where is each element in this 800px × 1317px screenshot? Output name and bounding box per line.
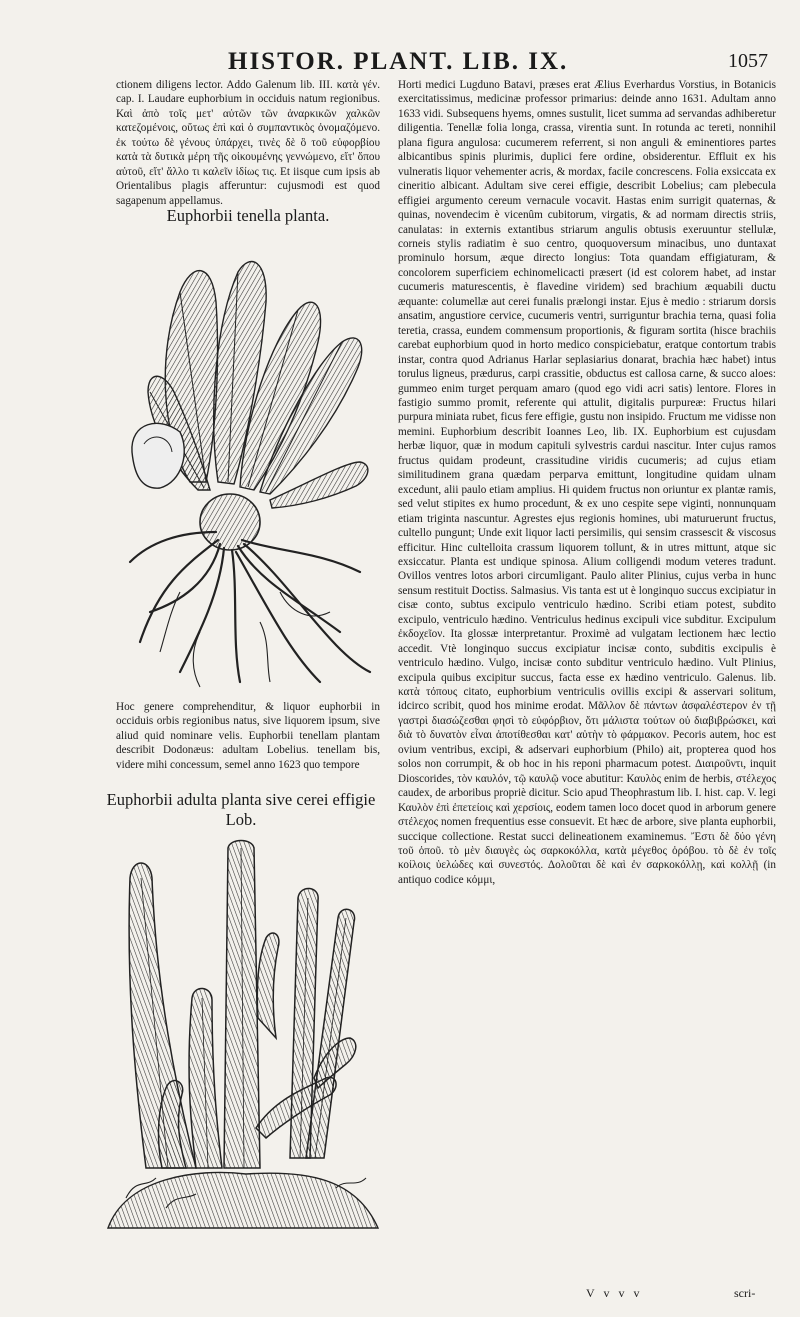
caption-adulta <box>96 790 386 830</box>
page-header <box>0 48 800 76</box>
page-number: 1057 <box>728 50 768 72</box>
right-column <box>398 78 776 1278</box>
right-column-text: Horti medici Lugduno Batavi, præses erat Ælius Everhardus Vorstius, in Botanicis exercitatissimus, medicinæ professor primarius: deinde anno 1631. Adultam anno 1633 vidi. Subsequens hyems, omnes sustulit, licet summa ad servandas adhiberetur diligentia. Tenellæ folia longa, crassa, virentia sunt. In rotunda ac tereti, nonnihil plana figura angulosa: cucumerem referrent, si non anguli & eminentiores partes albicantibus spinis plurimis, duplici fere ordine, obsiderentur. Effluit ex his vulneratis liquor vehementer acris, & mordax, facile concrescens. Folia exsiccata ex cineritio albicant. Adultam sive cerei effigie, describit Lobelius; cam plebecula effigiei argumento cereum vernacule vocavit. Hastas enim surrigit quaternas, & quinas, novendecim è vicenûm cubitorum, virgatis, & ad normam directis striis, canulatas: in externis extantibus striarum angulis obtusis exeruuntur stellulæ, corneis stylis radiatim è suo centro, quoquoversum minacibus, uno duntaxat prominulo horsum, æque directo longius: Tota quandam effigiaturam, & concolorem superficiem echinomelicacti præsert (id est colorem habet, ad instar cucumeris maturescentis, è flavedine viridem) sed brachium æquabili ductu æquante: columellæ aut cerei funalis prælongi instar. Ejus è medio : striarum dorsis ansatim, angustiore cervice, cucumeris ventri, surriguntur brachia terna, quasi folia teretia, crassa, eundem commensum proportionis, & figuram sortita (hisce brachiis carebat euphorbium quod in horto medico conspiciebatur, eratque contortum trabis instar, contra quod Adrianus Harlar seplasiarius donarat, brachia hæc habet) intus torulus ligneus, prædurus, carpi crassitie, obductus est callosa carne, & succo aloes: gummeo enim turget perquam amaro (quod ego vidi acri satis) lentore. Flores in fastigio summo promit, referente qui attulit, digitalis purpureæ: Fructus hilari purpura miniata rubet, ficus fere effigie, gustu non insipido. Fructum me vidisse non memini. Euphorbium describit Ioannes Leo, lib. IX. Euphorbium est cujusdam herbæ liquor, quæ in modum capituli sylvestris cardui nascitur. Inter cujus ramos fructus quidam prodeunt, crassitudine viridis cucumeris; ad cujus etiam similitudinem grana quædam perparva emittunt, longitudine quidam ulnam excedunt, alii paulo etiam amplius. Hi quidem fructus non oriuntur ex plantæ ramis, sed velut stipites ex humo procedunt, & ex uno cespite sepe viginti, nonnunquam etiam triginta nascuntur. Agrestes ejus regionis homines, ubi maturuerunt fructus, cultello pungunt; Unde exit liquor lacti persimilis, qui sensim crassescit & viscosus efficitur. Hinc cultelloita crassum liquorem tollunt, & in utres mittunt, atque sic exsiccatur. Planta est undique spinosa. Alium colligendi modum veteres tradunt. Ovillos ventres lotos arbori circumligant. Paulo aliter Plinius, cujus verba in hunc sensum restituit Doctiss. Salmasius. Vis tanta est ut è longinquo succus excipiatur in cisæ conto, subtus excipulo ventriculo hædino. Scribi etiam potest, subdito excipulo, ventriculo hædino. Ventriculus hedinus excipuli vice subditur. Excipulum ἐκδοχεῖον. Ita glossæ interpretantur. Proximè ad vulgatam lectionem hæc lectio accedit. Vtè longinquo succus excipiatur incisæ conto, subditis excipulis è ventriculo hædino. Vulgo, incisæ conto subditur ventriculo hædino. Vult Plinius, excipula quibus excipitur succus, facta esse ex hædino ventriculo. Galenus. lib. κατὰ τόπους citato, euphorbium ventriculis ovillis excipi & asservari solitum, idcirco scribit, quod hos minime erodat. Μᾶλλον δὲ πάντων ἀσφαλέστερον ἐν τῇ γαστρὶ διασώζεσθαι φησὶ τὸ εὐφόρβιον, ὅτι μάλιστα τούτων οὐ διαβιβρώσκει, καὶ διὰ τὸ δυνατὸν εἶναι ἀποτίθεσθαι κατ' αὐτὴν τὸ φάρμακον. Pecoris autem, hoc est ovium ventribus, excipi, & adservari euphorbium (Philo) ait, propterea quod hos solos non corrumpit, & ob hoc in his reponi pharmacum potest. Διαιροῦντι, inquit Dioscorides, τὸν καυλόν, τῷ καυλῷ voce abutitur: Καυλὸς enim de herbis, στέλεχος caudex, de arboribus propriè dicitur. Scio apud Theophrastum lib. I. hist. cap. V. legi Καυλὸν ἐπὶ ἐπετείοις καὶ χερσίοις, eodem tamen loco docet quod in arborum genere στέλεχος nomen frequentius esse consuevit. Et hæc de arbore, sive planta euphorbii, succique collectione. Restat succi delineationem examinemus. Ἔστι δὲ δύο γένη τοῦ ὀποῦ. τὸ μὲν διαυγὲς ὡς σαρκοκόλλα, κατὰ μέγεθος ὀρόβου. τὸ δὲ ἐν τοῖς κοίλοις ὑελώδες καὶ συνεστός. Δολοῦται δὲ καὶ ἐν σαρκοκόλλῃ, καὶ κολλῇ (in antiquo codice κόμμι, <box>398 79 776 886</box>
left-column-top <box>116 78 380 207</box>
figure-caption-2: Euphorbii adulta planta sive cerei effigie Lob. <box>106 790 376 829</box>
adult-euphorbia-illustration <box>106 838 382 1238</box>
caption-tenella <box>116 206 380 226</box>
figure-caption-1: Euphorbii tenella planta. <box>166 206 330 225</box>
young-euphorbia-illustration <box>120 232 382 692</box>
signature-mark: V v v v <box>586 1286 643 1300</box>
catchword: scri- <box>734 1286 756 1300</box>
left-middle-paragraph: Hoc genere comprehenditur, & liquor euphorbii in occiduis orbis regionibus natus, sive liquorem ipsum, sive aliud quid nominare velis. Euphorbii tenellam plantam describit Dodonæus: adultam Lobelius. tenellam bis, videre mihi concessum, semel anno 1623 quo tempore <box>116 701 380 771</box>
running-title: HISTOR. PLANT. LIB. IX. <box>228 48 569 75</box>
left-middle-block <box>116 700 380 780</box>
left-top-paragraph: ctionem diligens lector. Addo Galenum lib. III. κατὰ γέν. cap. I. Laudare euphorbium in occiduis natum regionibus. Καὶ ἀπὸ τοῖς μετ' αὐτῶν τῶν ἀναρκικῶν χαλκῶν κατεζομένοις, οὕτως ἐπὶ καὶ ὁ συμπαντικὸς ὀνομαζόμενο. ἐκ τούτω δὲ γένους ὑπάρχει, τινὲς δὲ ὃ τοῦ εὐφορβίου κατὰ τὰ δυτικὰ μέρη τῆς οἰκουμένης γεννώμενο, εἴτ' ὅπου αὐτοῦ, εἴτ' ἄλλο τι καλεῖν ἰδίως τις. Et iisque cum ipsis ab Orientalibus plagis afferuntur: cujusmodi est quod sagapenum appellamus. <box>116 79 380 207</box>
